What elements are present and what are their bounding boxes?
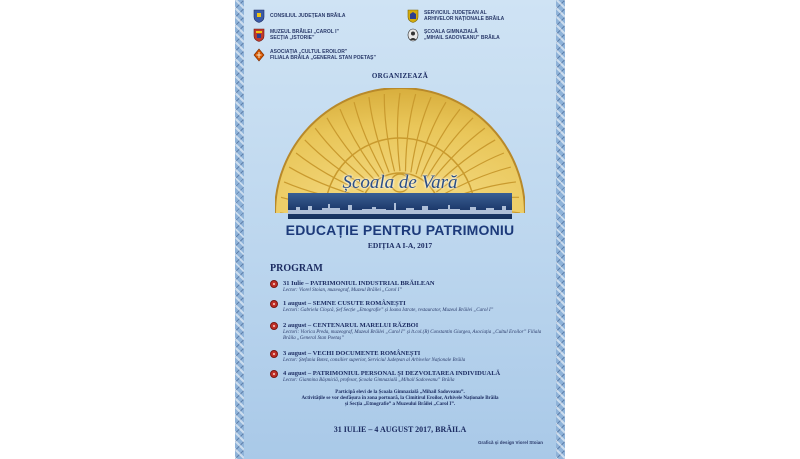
design-credit: Grafică și design Viorel Stoian <box>478 440 543 445</box>
event-dates: 31 IULIE – 4 AUGUST 2017, BRĂILA <box>333 425 467 434</box>
city-panorama-banner <box>288 193 512 219</box>
bullet-icon <box>270 300 278 308</box>
participation-note: Participă elevi de la Școala Gimnazială „Mihail Sadoveanu”. Activitățile se vor desfășura în zona portuară, la Cimitirul Eroilor, Arhivele Naționale Brăila și Secția „Etnografie” a Muzeului Brăilei „Carol I”. <box>301 390 499 407</box>
program-heading: PROGRAM <box>270 263 323 274</box>
organizer-national-archives: SERVICIUL JUDEȚEAN AL ARHIVELOR NAȚIONALE BRĂILA <box>407 9 504 23</box>
museum-crest-icon <box>253 28 265 42</box>
main-title: EDUCAȚIE PENTRU PATRIMONIU <box>285 222 515 238</box>
organizes-heading: ORGANIZEAZĂ <box>371 72 429 80</box>
summer-school-title: Școala de Vară <box>342 172 458 193</box>
bullet-icon <box>270 280 278 288</box>
edition-subtitle: EDIȚIA A I-A, 2017 <box>367 241 433 250</box>
event-poster: CONSILIUL JUDEȚEAN BRĂILA MUZEUL BRĂILEI „CAROL I” SECȚIA „ISTORIE” ASOCIAȚIA „CULTUL EROILOR” FILIALA BRĂILA „GENERAL STAN POETAȘ” SERVICIUL JUDEȚEAN AL ARHIVELOR NAȚIONALE BRĂILA ȘCOALA GIMNAZIALĂ „MIHAIL SADOVEANU” BRĂILA ORGANIZEAZĂ Școala de Vară EDUCAȚIE PENTRU PATRIMONIU EDIȚIA A I-A, 2017 PROGRAM 31 Iulie – PATRIMONIUL INDUSTRIAL BRĂILEAN Lector: Viorel Stoian, muzeograf, Muzeul Brăilei „Carol I” 1 august – SEMNE CUSUTE ROMÂNEȘTI Lectori: Gabriela Cloșcă, Șef Secție „Etnografie” și Ioana Istrate, restaurator, Muzeul Brăilei „Carol I” 2 august – CENTENARUL MARELUI RĂZBOI Lectori: Viorica Preda, muzeograf, Muzeul Brăilei „Carol I” și lt.col.(R) Constantin Giurgea, Asociația „Cultul Eroilor” Filiala Brăila „General Stan Poetaș” 3 august – VECHI DOCUMENTE ROMÂNEȘTI Lector: Ștefania Botez, consilier superior, Serviciul Județean al Arhivelor Naționale Brăila 4 august – PATRIMONIUL PERSONAL ȘI DEZVOLTAREA INDIVIDUALĂ Lector: Giannina Bășmiciă, profesor, Școala Gimnazială „Mihail Sadoveanu” Brăila Participă elevi de la Școala Gimnazială „Mihail Sadoveanu”. Activitățile se vor desfășura în zona portuară, la Cimitirul Eroilor, Arhivele Naționale Brăila și Secția „Etnografie” a Muzeului Brăilei „Carol I”. 31 IULIE – 4 AUGUST 2017, BRĂILA Grafică și design Viorel Stoian <box>235 0 565 459</box>
county-crest-icon <box>253 9 265 23</box>
bullet-icon <box>270 322 278 330</box>
organizer-braila-museum: MUZEUL BRĂILEI „CAROL I” SECȚIA „ISTORIE” <box>253 28 339 42</box>
organizer-heroes-association: ASOCIAȚIA „CULTUL EROILOR” FILIALA BRĂILA „GENERAL STAN POETAȘ” <box>253 48 376 62</box>
bullet-icon <box>270 370 278 378</box>
city-skyline-icon <box>288 200 512 214</box>
organizer-county-council: CONSILIUL JUDEȚEAN BRĂILA <box>253 9 345 23</box>
heroes-cross-icon <box>253 48 265 62</box>
school-portrait-icon <box>407 28 419 42</box>
bullet-icon <box>270 350 278 358</box>
archives-crest-icon <box>407 9 419 23</box>
organizer-sadoveanu-school: ȘCOALA GIMNAZIALĂ „MIHAIL SADOVEANU” BRĂILA <box>407 28 500 42</box>
